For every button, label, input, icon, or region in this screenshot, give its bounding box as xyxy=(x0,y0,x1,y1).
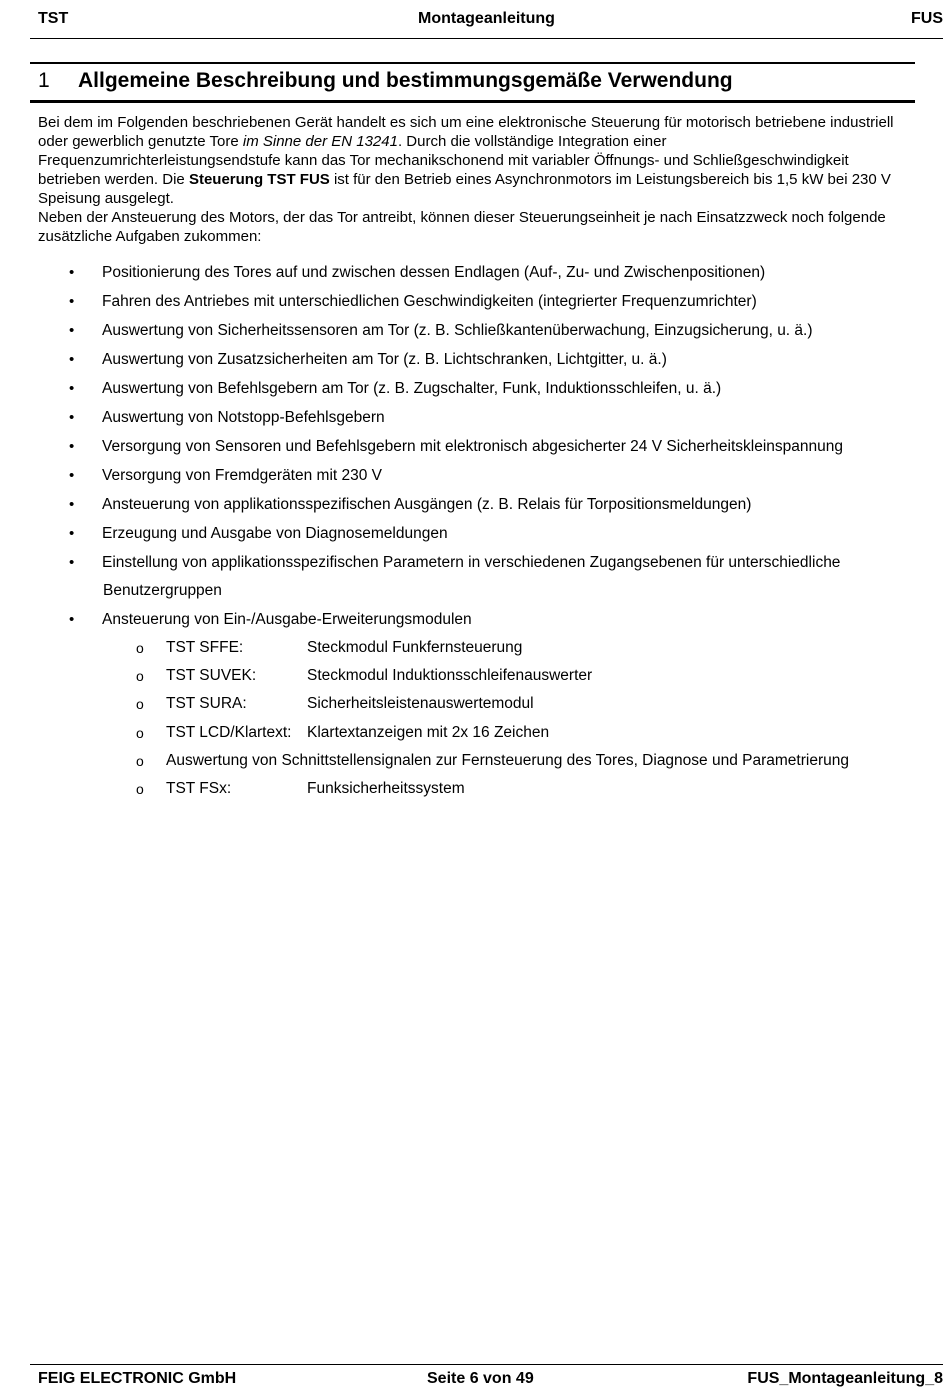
list-item-text: Versorgung von Sensoren und Befehlsgebern mit elektronisch abgesicherter 24 V Sicherheitskleinspannung xyxy=(102,438,844,455)
header-title: Montageanleitung xyxy=(418,10,555,27)
page-footer xyxy=(30,1364,943,1395)
list-item xyxy=(38,345,920,374)
header-right: FUS xyxy=(911,10,943,27)
list-item xyxy=(38,432,920,461)
list-item xyxy=(38,316,920,345)
list-item-text: Auswertung von Sicherheitssensoren am Tor (z. B. Schließkantenüberwachung, Einzugsicherung, u. ä.) xyxy=(102,322,813,339)
footer-page-number: Seite 6 von 49 xyxy=(427,1370,534,1387)
section-number: 1 xyxy=(38,69,50,92)
circle-bullet-icon: o xyxy=(136,668,144,685)
list-item xyxy=(38,519,920,548)
bullet-icon: • xyxy=(69,380,75,397)
list-item-text: Auswertung von Notstopp-Befehlsgebern xyxy=(102,409,385,426)
bullet-icon: • xyxy=(69,351,75,368)
circle-bullet-icon: o xyxy=(136,640,144,656)
module-item xyxy=(102,747,920,775)
intro-p1-b: . Durch die vollständige Integration einer Frequenzumrichterleistungsendstufe kann das Tor mechanikschonend mit variabler Öffnungs- und Schließgeschwindigkeit betrieben werden. Die xyxy=(38,133,849,188)
module-name: TST FSx: xyxy=(166,780,232,798)
circle-bullet-icon: o xyxy=(136,752,144,769)
list-item-text: Versorgung von Fremdgeräten mit 230 V xyxy=(102,467,383,484)
header-left: TST xyxy=(38,10,69,27)
circle-bullet-icon: o xyxy=(136,696,144,713)
list-item xyxy=(38,548,920,605)
list-item-text: Erzeugung und Ausgabe von Diagnosemeldungen xyxy=(102,525,448,542)
module-description: Funksicherheitssystem xyxy=(307,780,465,798)
list-item-text: Positionierung des Tores auf und zwischen dessen Endlagen (Auf-, Zu- und Zwischenpositionen) xyxy=(102,264,766,281)
module-name: TST SFFE: xyxy=(166,639,244,656)
list-item-text: Auswertung von Befehlsgebern am Tor (z. B. Zugschalter, Funk, Induktionsschleifen, u. ä.) xyxy=(102,380,722,397)
list-item xyxy=(38,287,920,316)
intro-p1-c: ist für den Betrieb eines Asynchronmotors im Leistungsbereich bis 1,5 kW bei 230 V Speisung ausgelegt. xyxy=(38,171,891,207)
module-list xyxy=(102,634,920,803)
list-item-text: Auswertung von Zusatzsicherheiten am Tor (z. B. Lichtschranken, Lichtgitter, u. ä.) xyxy=(102,351,667,368)
intro-p1-bold: Steuerung TST FUS xyxy=(188,171,330,188)
intro-p1-a: Bei dem im Folgenden beschriebenen Gerät handelt es sich um eine elektronische Steuerung für motorisch betriebene industriell oder gewerblich genutzte Tore xyxy=(38,114,894,150)
list-item-text-continued: Benutzergruppen xyxy=(103,582,222,599)
list-item xyxy=(38,403,920,432)
module-name: TST SURA: xyxy=(166,695,247,713)
list-item xyxy=(38,605,920,803)
intro-paragraph-2: Neben der Ansteuerung des Motors, der das Tor antreibt, können dieser Steuerungseinheit je nach Einsatzzweck noch folgende zusätzliche Aufgaben zukommen: xyxy=(38,209,886,245)
page-header xyxy=(30,8,943,39)
section-title: Allgemeine Beschreibung und bestimmungsgemäße Verwendung xyxy=(78,69,733,92)
bullet-icon: • xyxy=(69,293,75,310)
module-description: Steckmodul Induktionsschleifenauswerter xyxy=(307,667,593,685)
list-item-text: Fahren des Antriebes mit unterschiedlichen Geschwindigkeiten (integrierter Frequenzumrichter) xyxy=(102,293,757,310)
list-item xyxy=(38,258,920,287)
module-item xyxy=(102,690,920,718)
module-description: Klartextanzeigen mit 2x 16 Zeichen xyxy=(307,723,550,741)
circle-bullet-icon: o xyxy=(136,781,144,798)
module-description: Sicherheitsleistenauswertemodul xyxy=(307,695,534,713)
module-description: Steckmodul Funkfernsteuerung xyxy=(307,639,523,656)
list-item-text: Einstellung von applikationsspezifischen Parametern in verschiedenen Zugangsebenen für unterschiedliche xyxy=(102,554,841,571)
list-item xyxy=(38,461,920,490)
footer-company: FEIG ELECTRONIC GmbH xyxy=(38,1370,237,1387)
intro-p1-italic: im Sinne der EN 13241 xyxy=(242,133,398,150)
bullet-icon: • xyxy=(69,554,75,571)
list-item xyxy=(38,374,920,403)
list-item-text: Ansteuerung von applikationsspezifischen Ausgängen (z. B. Relais für Torpositionsmeldungen) xyxy=(102,496,752,513)
module-item xyxy=(102,719,920,747)
module-name: TST SUVEK: xyxy=(166,667,257,685)
bullet-icon: • xyxy=(69,264,75,281)
circle-bullet-icon: o xyxy=(136,724,144,741)
module-item xyxy=(102,775,920,803)
bullet-icon: • xyxy=(69,438,75,455)
footer-document-id: FUS_Montageanleitung_8 xyxy=(747,1370,943,1387)
bullet-icon: • xyxy=(69,322,75,339)
bullet-icon: • xyxy=(69,467,75,484)
list-item xyxy=(38,490,920,519)
bullet-icon: • xyxy=(69,496,75,513)
section-heading xyxy=(30,62,915,103)
module-item xyxy=(102,662,920,690)
task-list xyxy=(38,258,920,803)
bullet-icon: • xyxy=(69,611,75,628)
intro-text xyxy=(38,113,910,246)
module-item xyxy=(102,634,920,662)
bullet-icon: • xyxy=(69,409,75,426)
module-name: TST LCD/Klartext: xyxy=(166,723,292,741)
intro-paragraph-1 xyxy=(38,113,910,208)
list-item-text: Ansteuerung von Ein-/Ausgabe-Erweiterungsmodulen xyxy=(102,611,472,628)
bullet-icon: • xyxy=(69,525,75,542)
module-description: Auswertung von Schnittstellensignalen zur Fernsteuerung des Tores, Diagnose und Parametrierung xyxy=(166,751,849,769)
